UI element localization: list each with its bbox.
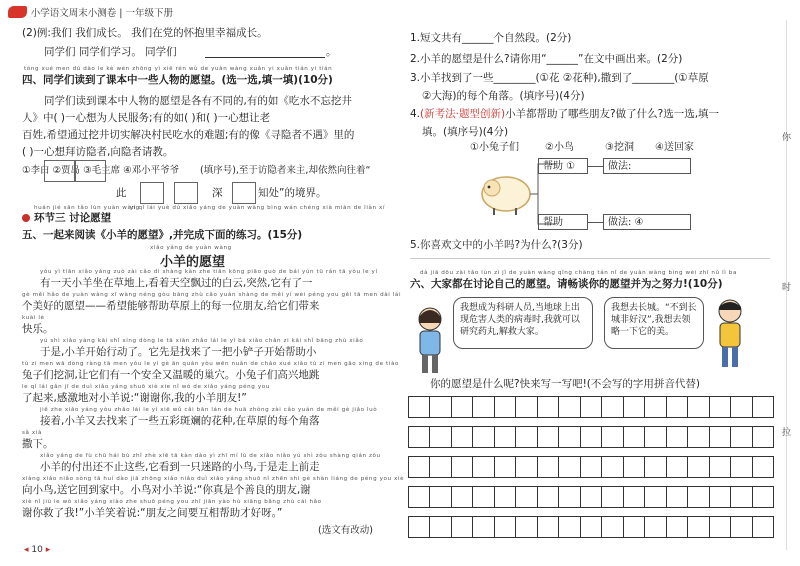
story-line-10-pinyin: xiàng xiǎo niǎo sòng tā huí dào jiā zhōng xiǎo niǎo duì xiǎo yáng shuō nǐ zhēn shì gè shàn liáng de péng you xiè [22, 476, 405, 482]
char-box-5[interactable] [232, 182, 256, 204]
sec4-pinyin: tóng xué men dú dào le kè wén zhōng yì xiē rén wù de yuàn wàng xuǎn yi xuǎn tián yi tián [24, 66, 333, 72]
story-line-8: 撒下。 [22, 438, 54, 450]
char-box-1[interactable] [44, 160, 76, 182]
side-char-2: 时 [782, 283, 792, 293]
story-line-4-pinyin: yú shì xiǎo yáng kāi shǐ xíng dòng le tā xiān zhǎo lái le yì bǎ xiǎo chǎn zi kāi shǐ bāng zhù xiǎo [40, 338, 364, 344]
story-line-9: 小羊的付出还不止这些,它看到一只迷路的小鸟,于是走上前走 [40, 461, 320, 473]
story-line-3: 快乐。 [22, 323, 54, 335]
sec3-pinyin: huán jié sān tǎo lùn yuàn wàng [34, 205, 140, 211]
story-line-9-pinyin: xiǎo yáng de fù chū hái bù zhǐ zhè xiē tā kàn dào yì zhī mí lù de xiǎo niǎo yú shì zǒu shàng qián zǒu [40, 453, 381, 459]
q4-option-1: ①小兔子们 [470, 142, 519, 153]
sec4-paragraph-1: 同学们读到课本中人物的愿望是各有不同的,有的如《吃水不忘挖井 [44, 95, 352, 107]
story-line-3-pinyin: kuài lè [22, 315, 45, 321]
story-line-10: 向小鸟,送它回到家中。小鸟对小羊说:“你真是个善良的朋友,谢 [22, 484, 311, 496]
q4-option-3: ③挖洞 [605, 142, 634, 153]
example-line-1: (2)例:我们 我们成长。 我们在党的怀抱里幸福成长。 [22, 27, 268, 39]
story-line-1: 有一天小羊坐在草地上,看着天空飘过的白云,突然,它有了一 [40, 277, 313, 289]
question-1: 1.短文共有______个自然段。(2分) [410, 32, 572, 44]
sheep-illustration [478, 168, 532, 216]
do-node-2[interactable]: 做法: ④ [603, 214, 691, 230]
section5-heading: 五、一起来阅读《小羊的愿望》,并完成下面的练习。(15分) [22, 229, 303, 241]
q4-option-2: ②小鸟 [545, 142, 574, 153]
story-line-2-pinyin: gè měi hǎo de yuàn wàng xī wàng néng gòu bāng zhù cǎo yuán shàng de měi yí wèi péng you gěi tā men dài lái [22, 292, 402, 298]
writing-grid[interactable] [408, 396, 774, 540]
speech-bubble-1: 我想成为科研人员,当地球上出现危害人类的病毒时,我就可以研究药丸,解救大家。 [453, 297, 593, 349]
story-title-pinyin: xiǎo yáng de yuàn wàng [150, 245, 232, 251]
q4-tag: (新考法·题型创新) [420, 108, 506, 120]
do-node-1[interactable]: 做法: [603, 158, 691, 174]
sec4-paragraph-4: ( )一心想拜访隐者,向隐者请教。 [22, 146, 174, 158]
brand-header [8, 4, 173, 20]
story-source: (选文有改动) [318, 525, 373, 536]
example-line-2: 同学们 同学们学习。 同学们 [44, 46, 177, 58]
question-3-line-1: 3.小羊找到了一些________(①花 ②花种),撒到了________(①草原 [410, 72, 709, 84]
example-line-2-end: 。 [326, 46, 337, 58]
sec4-fill-label: (填序号),至于访隐者来主,却依然向往着“ [200, 165, 371, 176]
question-2: 2.小羊的愿望是什么?请你用“______”在文中画出来。(2分) [410, 53, 683, 65]
story-title: 小羊的愿望 [160, 255, 226, 270]
question-3-line-2: ②大海)的每个角落。(填序号)(4分) [422, 90, 585, 102]
brand-logo-icon [8, 6, 27, 18]
story-line-6: 了起来,感激地对小羊说:“谢谢你,我的小羊朋友!” [22, 392, 247, 404]
sec3-bullet-icon [22, 214, 30, 222]
section3-heading: 环节三 讨论愿望 [34, 212, 112, 224]
side-char-1: 你 [782, 133, 792, 143]
story-line-7-pinyin: jiē zhe xiǎo yáng yòu zhǎo lái le yì xiē wǔ cǎi bān lán de huā zhǒng zài cǎo yuán de měi gè jiǎo luò [40, 407, 378, 413]
section6-heading: 六、大家都在讨论自己的愿望。请畅谈你的愿望并为之努力!(10分) [410, 278, 723, 290]
question-5: 5.你喜欢文中的小羊吗?为什么?(3分) [410, 239, 583, 251]
story-line-1-pinyin: yǒu yì tiān xiǎo yáng zuò zài cǎo dì shàng kàn zhe tiān kōng piāo guò de bái yún tū rán tā yǒu le yí [40, 269, 378, 275]
fill-char-b: 深 [212, 187, 223, 199]
fill-char-c: 知处”的境界。 [258, 187, 327, 199]
header-title: 小学语文周末小测卷 | 一年级下册 [30, 8, 173, 19]
fill-char-a: 此 [116, 187, 127, 199]
story-line-11: 谢你救了我!”小羊笑着说:“朋友之间要互相帮助才好呀。” [22, 507, 283, 519]
q4-text: 小羊都帮助了哪些朋友?做了什么?选一选,填一 [505, 108, 720, 120]
question-4-line-1: 4.(新考法·题型创新)小羊都帮助了哪些朋友?做了什么?选一选,填一 [410, 108, 720, 120]
char-box-2[interactable] [74, 160, 106, 182]
boy-illustration [708, 297, 752, 369]
sec5-pinyin: yì qǐ lái yuè dú xiǎo yáng de yuàn wàng bìng wán chéng xià miàn de liàn xí [130, 205, 386, 211]
sec4-paragraph-2: 人》中( )一心想为人民服务;有的如( )和( )一心想让老 [22, 112, 271, 124]
section4-heading: 四、同学们读到了课本中一些人物的愿望。(选一选,填一填)(10分) [22, 74, 333, 86]
sec6-pinyin: dà jiā dōu zài tǎo lùn zì jǐ de yuàn wàng qǐng chàng tán nǐ de yuàn wàng bìng wèi zhī nǔ lì ba [420, 270, 737, 276]
story-line-5-pinyin: tù zi men wā dòng ràng tā men yǒu le yí gè ān quán yòu wēn nuǎn de cháo xué xiǎo tù zi men gāo xìng de tiào [22, 361, 399, 367]
help-node-2[interactable]: 帮助 [538, 214, 588, 230]
char-box-4[interactable] [174, 182, 198, 204]
girl-illustration [408, 305, 452, 375]
story-line-11-pinyin: xiè nǐ jiù le wǒ xiǎo yáng xiào zhe shuō péng you zhī jiān yào hù xiāng bāng zhù cái hǎo [22, 499, 322, 505]
question-4-line-2: 填。(填序号)(4分) [422, 126, 509, 138]
story-line-8-pinyin: sǎ xià [22, 430, 43, 436]
story-line-4: 于是,小羊开始行动了。它先是找来了一把小铲子开始帮助小 [40, 346, 317, 358]
answer-blank-1[interactable] [205, 57, 325, 58]
sec4-paragraph-3: 百姓,希望通过挖井切实解决村民吃水的难题;有的像《寻隐者不遇》里的 [22, 129, 355, 141]
char-box-3[interactable] [140, 182, 164, 204]
speech-bubble-2: 我想去长城。“不到长城非好汉”,我想去领略一下它的美。 [604, 297, 704, 349]
writing-prompt: 你的愿望是什么呢?快来写一写吧!(不会写的字用拼音代替) [430, 378, 700, 390]
story-line-7: 接着,小羊又去找来了一些五彩斑斓的花种,在草原的每个角落 [40, 415, 320, 427]
side-char-3: 拉 [782, 428, 792, 438]
page-number: ◂ 10 ▸ [24, 545, 51, 555]
sec4-options: ①李白 ②贾岛 ③毛主席 ④邓小平爷爷 [22, 165, 180, 176]
help-node-1[interactable]: 帮助 ① [538, 158, 588, 174]
q4-option-4: ④送回家 [655, 142, 694, 153]
story-line-5: 兔子们挖洞,让它们有一个安全又温暖的巢穴。小兔子们高兴地跳 [22, 369, 320, 381]
story-line-2: 个美好的愿望——希望能够帮助草原上的每一位朋友,给它们带来 [22, 300, 320, 312]
story-line-6-pinyin: le qǐ lái gǎn jī de duì xiǎo yáng shuō xiè xie nǐ wǒ de xiǎo yáng péng you [22, 384, 270, 390]
